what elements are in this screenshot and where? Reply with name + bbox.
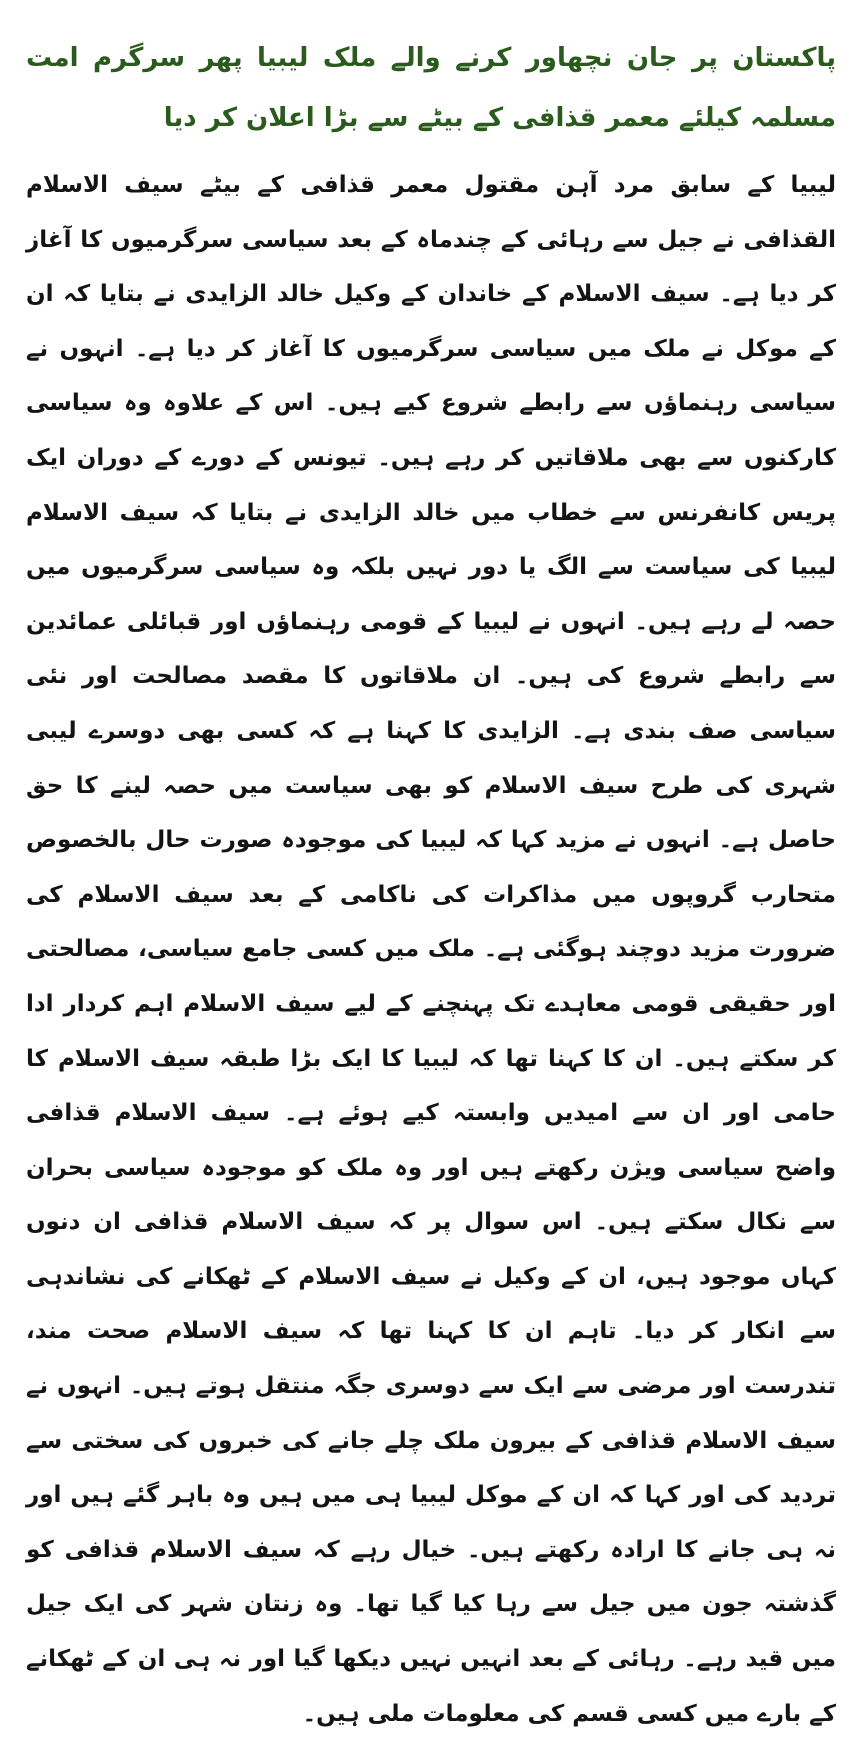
article-body: لیبیا کے سابق مرد آہن مقتول معمر قذافی کے بیٹے سیف الاسلام القذافی نے جیل سے رہائی کے چندماہ کے بعد سیاسی سرگرمیوں کا آغاز کر دیا ہے۔ سیف الاسلام کے خاندان کے وکیل خالد الزایدی نے بتایا کہ ان کے موکل نے ملک میں سیاسی سرگرمیوں کا آغاز کر دیا ہے۔ انہوں نے سیاسی رہنماؤں سے رابطے شروع کیے ہیں۔ اس کے علاوہ وہ سیاسی کارکنوں سے بھی ملاقاتیں کر رہے ہیں۔ تیونس کے دورے کے دوران ایک پریس کانفرنس سے خطاب میں خالد الزایدی نے بتایا کہ سیف الاسلام لیبیا کی سیاست سے الگ یا دور نہیں بلکہ وہ سیاسی سرگرمیوں میں حصہ لے رہے ہیں۔ انہوں نے لیبیا کے قومی رہنماؤں اور قبائلی عمائدین سے رابطے شروع کی ہیں۔ ان ملاقاتوں کا مقصد مصالحت اور نئی سیاسی صف بندی ہے۔ الزایدی کا کہنا ہے کہ کسی بھی دوسرے لیبی شہری کی طرح سیف الاسلام کو بھی سیاست میں حصہ لینے کا حق حاصل ہے۔ انہوں نے مزید کہا کہ لیبیا کی موجودہ صورت حال بالخصوص متحارب گروپوں میں مذاکرات کی ناکامی کے بعد سیف الاسلام کی ضرورت مزید دوچند ہوگئی ہے۔ ملک میں کسی جامع سیاسی، مصالحتی اور حقیقی قومی معاہدے تک پہنچنے کے لیے سیف الاسلام اہم کردار ادا کر سکتے ہیں۔ ان کا کہنا تھا کہ لیبیا کا ایک بڑا طبقہ سیف الاسلام کا حامی اور ان سے امیدیں وابستہ کیے ہوئے ہے۔ سیف الاسلام قذافی واضح سیاسی ویژن رکھتے ہیں اور وہ ملک کو موجودہ سیاسی بحران سے نکال سکتے ہیں۔ اس سوال پر کہ سیف الاسلام قذافی ان دنوں کہاں موجود ہیں، ان کے وکیل نے سیف الاسلام کے ٹھکانے کی نشاندہی سے انکار کر دیا۔ تاہم ان کا کہنا تھا کہ سیف الاسلام صحت مند، تندرست اور مرضی سے ایک سے دوسری جگہ منتقل ہوتے ہیں۔ انہوں نے سیف الاسلام قذافی کے بیرون ملک چلے جانے کی خبروں کی سختی سے تردید کی اور کہا کہ ان کے موکل لیبیا ہی میں ہیں وہ باہر گئے ہیں اور نہ ہی جانے کا ارادہ رکھتے ہیں۔ خیال رہے کہ سیف الاسلام قذافی کو گذشتہ جون میں جیل سے رہا کیا گیا تھا۔ وہ زنتان شہر کی ایک جیل میں قید رہے۔ رہائی کے بعد انہیں نہیں دیکھا گیا اور نہ ہی ان کے ٹھکانے کے بارے میں کسی قسم کی معلومات ملی ہیں۔ xyxy=(26,172,836,1727)
article-headline: پاکستان پر جان نچھاور کرنے والے ملک لیبیا پھر سرگرم امت مسلمہ کیلئے معمر قذافی کے بیٹے سے بڑا اعلان کر دیا xyxy=(26,43,836,133)
